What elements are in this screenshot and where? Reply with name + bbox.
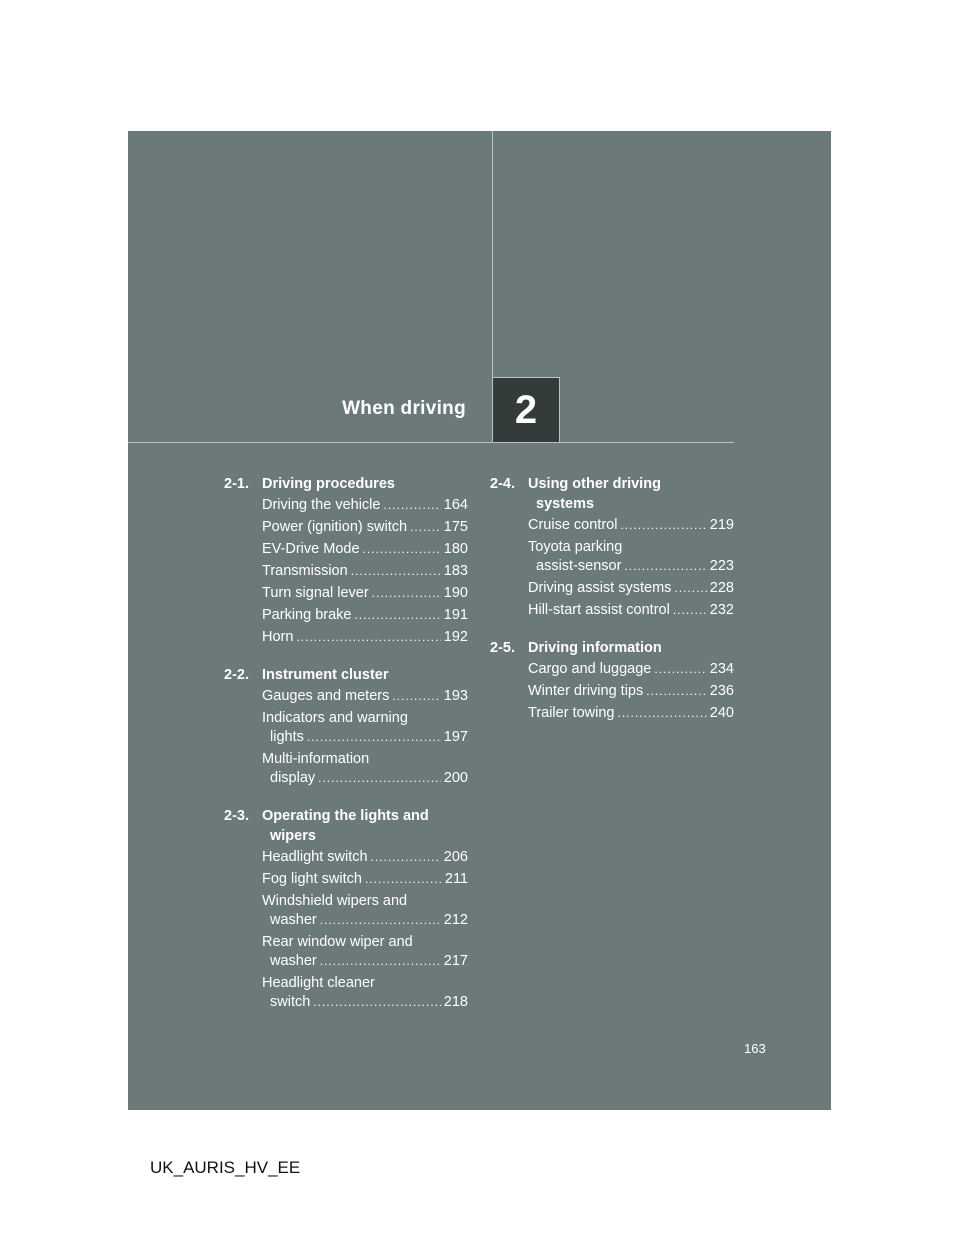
toc-section bbox=[224, 474, 468, 647]
entry-row bbox=[262, 628, 468, 647]
toc-entry[interactable] bbox=[262, 606, 468, 625]
entry-title: Power (ignition) switch bbox=[262, 519, 408, 535]
dot-leader bbox=[654, 660, 706, 679]
section-title-line: Driving information bbox=[528, 640, 662, 656]
section-title bbox=[528, 474, 734, 514]
entry-title: switch bbox=[270, 994, 311, 1010]
entry-row bbox=[528, 557, 734, 576]
section-title-line: Operating the lights and bbox=[262, 808, 429, 824]
entry-row bbox=[262, 728, 468, 747]
dot-leader bbox=[363, 540, 441, 559]
toc-entry[interactable] bbox=[262, 628, 468, 647]
section-heading bbox=[224, 665, 468, 685]
section-title bbox=[262, 806, 468, 846]
dot-leader bbox=[392, 687, 440, 706]
toc-entry[interactable] bbox=[262, 892, 468, 930]
toc-entry[interactable] bbox=[262, 848, 468, 867]
dot-leader bbox=[624, 557, 706, 576]
entry-page-number: 197 bbox=[443, 729, 468, 745]
toc-section bbox=[224, 665, 468, 788]
footer-document-code: UK_AURIS_HV_EE bbox=[150, 1158, 301, 1177]
entry-page-number: 180 bbox=[443, 541, 468, 557]
toc-entry[interactable] bbox=[262, 584, 468, 603]
section-number: 2-1. bbox=[224, 476, 249, 492]
entry-title: Fog light switch bbox=[262, 871, 362, 887]
toc-entry[interactable] bbox=[528, 682, 734, 701]
entry-title: Cruise control bbox=[528, 517, 618, 533]
chapter-number: 2 bbox=[514, 387, 538, 432]
entry-title-line: Multi-information bbox=[262, 751, 370, 767]
entry-page-number: 164 bbox=[443, 497, 468, 513]
dot-leader bbox=[646, 682, 707, 701]
dot-leader bbox=[351, 562, 441, 581]
section-number: 2-5. bbox=[490, 640, 515, 656]
entry-row bbox=[528, 704, 734, 723]
entry-row bbox=[528, 682, 734, 701]
dot-leader bbox=[320, 911, 441, 930]
section-heading bbox=[490, 474, 734, 514]
entry-page-number: 192 bbox=[443, 629, 468, 645]
entry-row bbox=[528, 660, 734, 679]
chapter-number-badge bbox=[492, 377, 560, 443]
section-title-line: Instrument cluster bbox=[262, 667, 389, 683]
entry-row bbox=[262, 562, 468, 581]
entry-page-number: 200 bbox=[443, 770, 468, 786]
entry-row bbox=[262, 952, 468, 971]
toc-entry[interactable] bbox=[262, 687, 468, 706]
entry-page-number: 219 bbox=[709, 517, 734, 533]
entry-page-number: 240 bbox=[709, 705, 734, 721]
horizontal-divider bbox=[128, 442, 734, 443]
toc-entry[interactable] bbox=[528, 516, 734, 535]
section-title-line: Using other driving bbox=[528, 476, 661, 492]
section-title-line: wipers bbox=[270, 828, 316, 844]
dot-leader bbox=[313, 993, 441, 1012]
entry-row bbox=[262, 848, 468, 867]
entry-title: washer bbox=[270, 953, 317, 969]
section-heading bbox=[224, 806, 468, 846]
section-number: 2-4. bbox=[490, 476, 515, 492]
dot-leader bbox=[320, 952, 441, 971]
toc-entry[interactable] bbox=[262, 750, 468, 788]
toc-entry[interactable] bbox=[262, 540, 468, 559]
section-title bbox=[528, 638, 734, 658]
dot-leader bbox=[674, 579, 706, 598]
toc-entry[interactable] bbox=[262, 709, 468, 747]
entry-title: Turn signal lever bbox=[262, 585, 369, 601]
entry-row bbox=[262, 584, 468, 603]
entry-row bbox=[262, 687, 468, 706]
entry-title: washer bbox=[270, 912, 317, 928]
toc-section bbox=[490, 638, 734, 723]
entry-title: Cargo and luggage bbox=[528, 661, 652, 677]
toc-entry[interactable] bbox=[528, 704, 734, 723]
entry-row bbox=[528, 516, 734, 535]
entry-title: Horn bbox=[262, 629, 294, 645]
entry-row bbox=[262, 518, 468, 537]
entry-title: Transmission bbox=[262, 563, 348, 579]
entry-title: Gauges and meters bbox=[262, 688, 390, 704]
entry-title: Driving assist systems bbox=[528, 580, 672, 596]
section-number: 2-3. bbox=[224, 808, 249, 824]
section-title-line: systems bbox=[536, 496, 595, 512]
entry-page-number: 193 bbox=[443, 688, 468, 704]
toc-section bbox=[224, 806, 468, 1012]
entry-page-number: 191 bbox=[443, 607, 468, 623]
dot-leader bbox=[620, 516, 706, 535]
entry-page-number: 175 bbox=[443, 519, 468, 535]
entry-title: Winter driving tips bbox=[528, 683, 644, 699]
entry-page-number: 236 bbox=[709, 683, 734, 699]
entry-title: EV-Drive Mode bbox=[262, 541, 360, 557]
section-heading bbox=[224, 474, 468, 494]
entry-page-number: 218 bbox=[443, 994, 468, 1010]
dot-leader bbox=[318, 769, 441, 788]
entry-row bbox=[262, 496, 468, 515]
toc-entry[interactable] bbox=[262, 518, 468, 537]
toc-entry[interactable] bbox=[262, 870, 468, 889]
page-number: 163 bbox=[744, 1041, 766, 1056]
toc-column-right bbox=[490, 474, 734, 741]
entry-title-line: Toyota parking bbox=[528, 539, 623, 555]
entry-title: Trailer towing bbox=[528, 705, 615, 721]
toc-entry[interactable] bbox=[262, 933, 468, 971]
toc-entry[interactable] bbox=[528, 579, 734, 598]
toc-column-left bbox=[224, 474, 468, 1030]
dot-leader bbox=[296, 628, 440, 647]
dot-leader bbox=[371, 848, 441, 867]
entry-title-line: Indicators and warning bbox=[262, 710, 408, 726]
dot-leader bbox=[383, 496, 440, 515]
entry-row bbox=[262, 911, 468, 930]
toc-entry[interactable] bbox=[528, 538, 734, 576]
entry-page-number: 211 bbox=[444, 871, 468, 887]
entry-title: Hill-start assist control bbox=[528, 602, 670, 618]
dot-leader bbox=[354, 606, 440, 625]
entry-title-line: Headlight cleaner bbox=[262, 975, 375, 991]
toc-entry[interactable] bbox=[262, 496, 468, 515]
entry-page-number: 183 bbox=[443, 563, 468, 579]
entry-title: Headlight switch bbox=[262, 849, 368, 865]
entry-row bbox=[262, 769, 468, 788]
entry-page-number: 228 bbox=[709, 580, 734, 596]
entry-page-number: 232 bbox=[709, 602, 734, 618]
toc-section bbox=[490, 474, 734, 620]
toc-entry[interactable] bbox=[528, 601, 734, 620]
dot-leader bbox=[307, 728, 441, 747]
toc-entry[interactable] bbox=[262, 562, 468, 581]
entry-title: display bbox=[270, 770, 316, 786]
chapter-title: When driving bbox=[342, 398, 466, 419]
vertical-divider bbox=[492, 131, 493, 377]
entry-title: lights bbox=[270, 729, 304, 745]
entry-page-number: 217 bbox=[443, 953, 468, 969]
section-title-line: Driving procedures bbox=[262, 476, 395, 492]
section-title bbox=[262, 665, 468, 685]
entry-page-number: 223 bbox=[709, 558, 734, 574]
entry-page-number: 234 bbox=[709, 661, 734, 677]
section-title bbox=[262, 474, 468, 494]
entry-title-line: Rear window wiper and bbox=[262, 934, 413, 950]
entry-page-number: 206 bbox=[443, 849, 468, 865]
dot-leader bbox=[410, 518, 441, 537]
entry-title: assist-sensor bbox=[536, 558, 622, 574]
entry-row bbox=[528, 579, 734, 598]
entry-title: Parking brake bbox=[262, 607, 352, 623]
entry-row bbox=[528, 601, 734, 620]
toc-entry[interactable] bbox=[262, 974, 468, 1012]
dot-leader bbox=[372, 584, 441, 603]
dot-leader bbox=[673, 601, 707, 620]
dot-leader bbox=[618, 704, 707, 723]
entry-title-line: Windshield wipers and bbox=[262, 893, 408, 909]
entry-row bbox=[262, 540, 468, 559]
entry-page-number: 190 bbox=[443, 585, 468, 601]
entry-row bbox=[262, 993, 468, 1012]
entry-page-number: 212 bbox=[443, 912, 468, 928]
section-heading bbox=[490, 638, 734, 658]
entry-row bbox=[262, 870, 468, 889]
entry-row bbox=[262, 606, 468, 625]
section-number: 2-2. bbox=[224, 667, 249, 683]
toc-entry[interactable] bbox=[528, 660, 734, 679]
dot-leader bbox=[365, 870, 442, 889]
entry-title: Driving the vehicle bbox=[262, 497, 381, 513]
